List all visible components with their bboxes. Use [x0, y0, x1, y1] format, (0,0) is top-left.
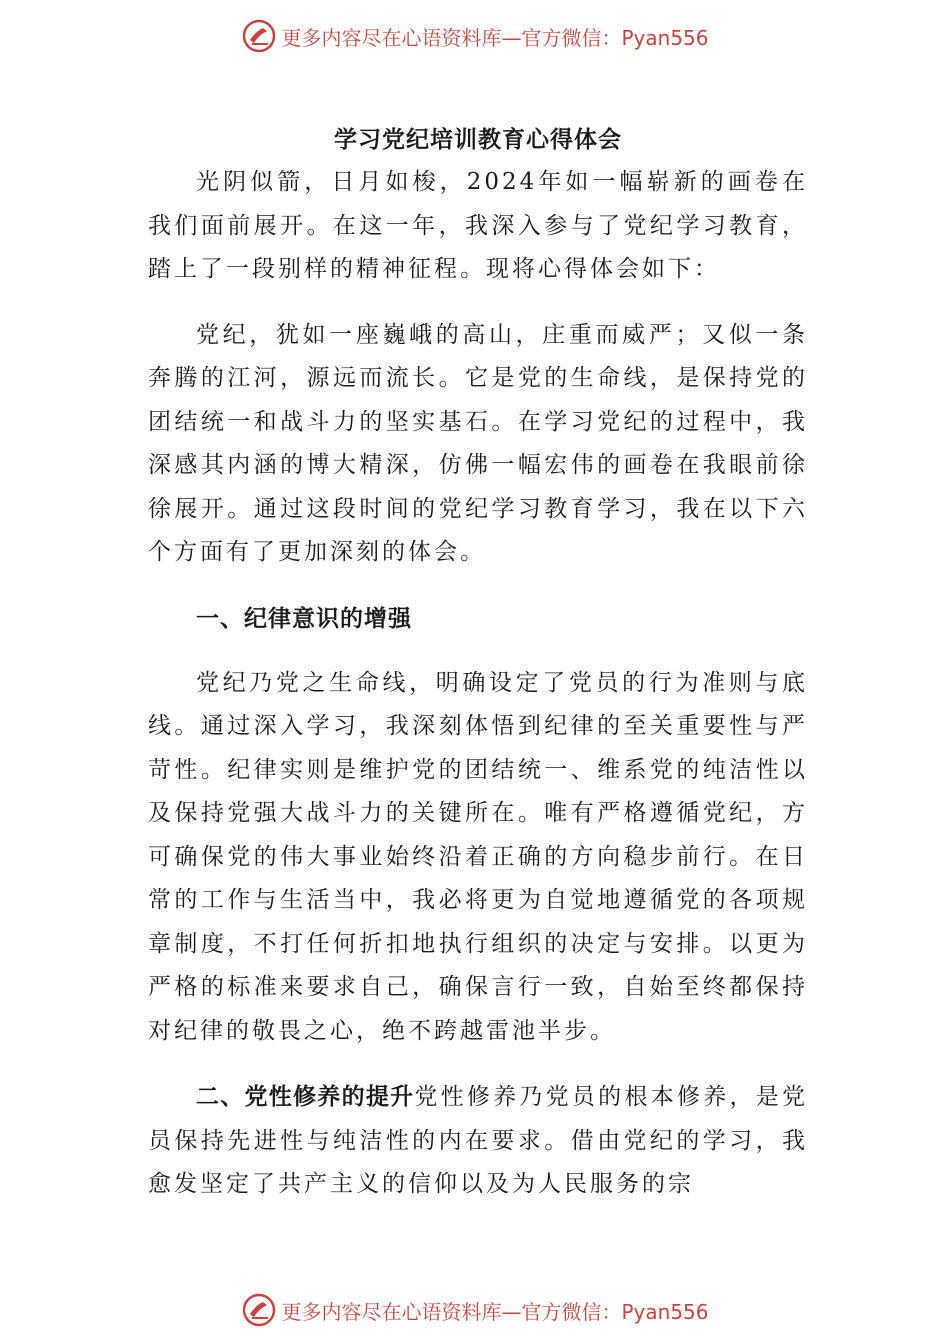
watermark-text: 更多内容尽在心语资料库—官方微信：Pyan556 — [281, 25, 709, 50]
section-2-body: 党性修养乃党员的根本修养，是党员保持先进性与纯洁性的内在要求。借由党纪的学习，我愈发坚定了共产主义的信仰以及为人民服务的宗 — [148, 1084, 809, 1197]
section-2-paragraph — [148, 1075, 808, 1207]
book-logo-icon — [241, 1292, 277, 1328]
document-body — [148, 118, 808, 1207]
section-2-heading: 二、党性修养的提升 — [196, 1083, 415, 1110]
paragraph-1: 党纪，犹如一座巍峨的高山，庄重而威严；又似一条奔腾的江河，源远而流长。它是党的生命线，是保持党的团结统一和战斗力的坚实基石。在学习党纪的过程中，我深感其内涵的博大精深，仿佛一幅宏伟的画卷在我眼前徐徐展开。通过这段时间的党纪学习教育学习，我在以下六个方面有了更加深刻的体会。 — [148, 321, 808, 565]
document-title: 学习党纪培训教育心得体会 — [334, 126, 622, 153]
book-logo-icon — [241, 18, 277, 54]
header-watermark — [0, 16, 950, 56]
section-1-body: 党纪乃党之生命线，明确设定了党员的行为准则与底线。通过深入学习，我深刻体悟到纪律的至关重要性与严苛性。纪律实则是维护党的团结统一、维系党的纯洁性以及保持党强大战斗力的关键所在。唯有严格遵循党纪，方可确保党的伟大事业始终沿着正确的方向稳步前行。在日常的工作与生活当中，我必将更为自觉地遵循党的各项规章制度，不打任何折扣地执行组织的决定与安排。以更为严格的标准来要求自己，确保言行一致，自始至终都保持对纪律的敬畏之心，绝不跨越雷池半步。 — [148, 669, 808, 1044]
section-1-heading: 一、纪律意识的增强 — [196, 604, 412, 632]
intro-paragraph: 光阴似箭，日月如梭，2024年如一幅崭新的画卷在我们面前展开。在这一年，我深入参与了党纪学习教育，踏上了一段别样的精神征程。现将心得体会如下： — [148, 169, 808, 282]
footer-watermark — [0, 1290, 950, 1330]
watermark-text: 更多内容尽在心语资料库—官方微信：Pyan556 — [281, 1299, 709, 1324]
